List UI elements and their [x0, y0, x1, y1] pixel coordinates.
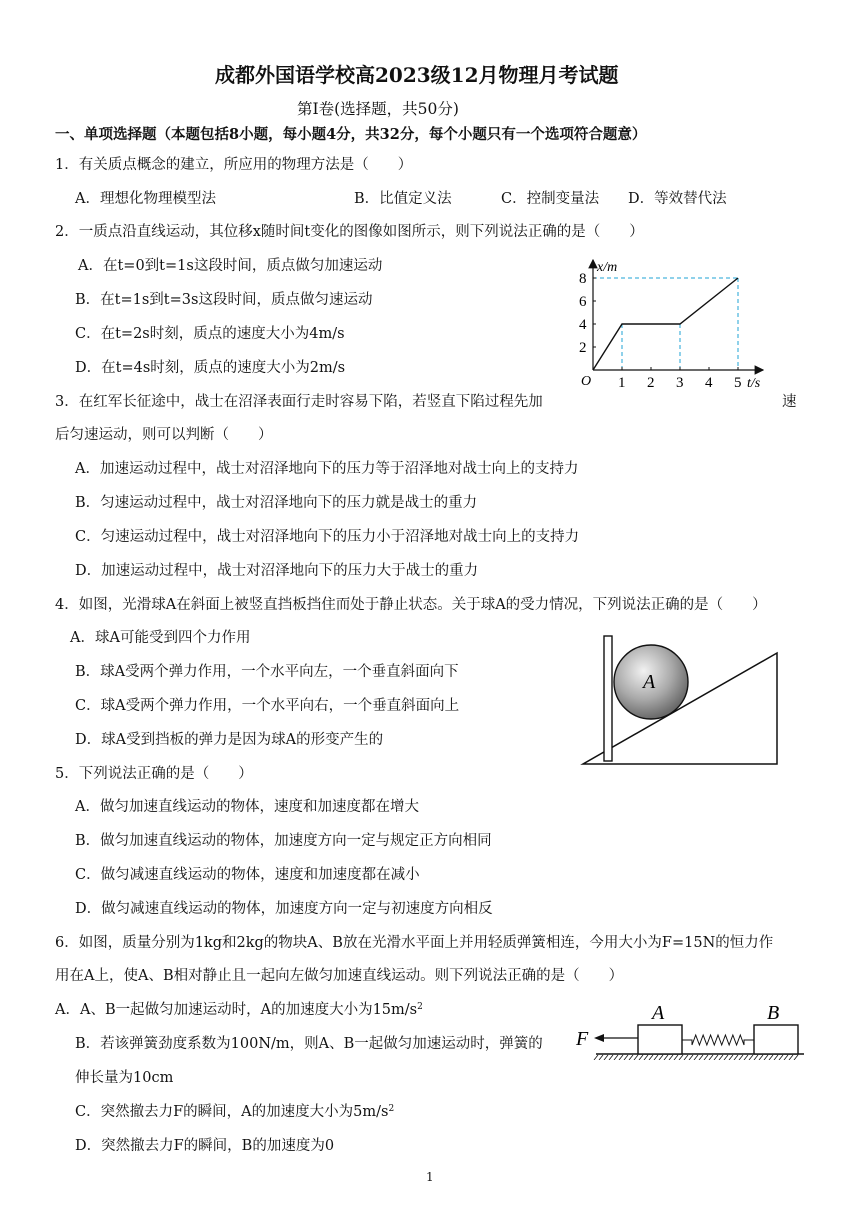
- q6-stem-line2: 用在A上，使A、B相对静止且一起向左做匀加速直线运动。则下列说法正确的是（ ）: [55, 968, 624, 984]
- x-t-graph: [575, 255, 775, 395]
- page-title: 成都外国语学校高2023级12月物理月考试题: [215, 63, 619, 87]
- x-tick-label: 3: [676, 375, 684, 391]
- q3-option-c: C．匀速运动过程中，战士对沼泽地向下的压力小于沼泽地对战士向上的支持力: [75, 529, 580, 545]
- q5-option-c: C．做匀减速直线运动的物体，速度和加速度都在减小: [75, 867, 420, 883]
- x-tick-label: 2: [647, 375, 655, 391]
- force-label: F: [576, 1028, 589, 1050]
- q5-option-a: A．做匀加速直线运动的物体，速度和加速度都在增大: [75, 799, 419, 815]
- q6-option-a: A．A、B一起做匀加速运动时，A的加速度大小为$15m/s^2$: [55, 1002, 423, 1018]
- q2-option-c: C．在t=2s时刻，质点的速度大小为4m/s: [75, 326, 345, 342]
- page-number: 1: [426, 1170, 434, 1184]
- q1-option-b: B．比值定义法: [354, 191, 452, 207]
- q4-option-c: C．球A受两个弹力作用，一个水平向右，一个垂直斜面向上: [75, 698, 460, 714]
- q2-stem: 2．一质点沿直线运动，其位移x随时间t变化的图像如图所示，则下列说法正确的是（ ）: [55, 224, 644, 240]
- ball-on-incline-figure: [578, 630, 784, 768]
- y-tick-label: 4: [579, 317, 587, 333]
- q6-option-b-line1: B．若该弹簧劲度系数为100N/m，则A、B一起做匀加速运动时，弹簧的: [75, 1036, 543, 1052]
- block-b-label: B: [767, 1002, 780, 1024]
- q3-option-a: A．加速运动过程中，战士对沼泽地向下的压力等于沼泽地对战士向上的支持力: [75, 461, 579, 477]
- q3-stem-tail: 速: [782, 394, 797, 410]
- ground-hatching: [594, 1055, 798, 1060]
- q5-option-b: B．做匀加速直线运动的物体，加速度方向一定与规定正方向相同: [75, 833, 492, 849]
- series-line: [593, 278, 738, 370]
- block-b: [754, 1025, 798, 1054]
- q4-option-a: A．球A可能受到四个力作用: [70, 630, 251, 646]
- q1-option-c: C．控制变量法: [501, 191, 600, 207]
- x-tick-label: 4: [705, 375, 713, 391]
- y-tick-label: 8: [579, 271, 587, 287]
- section-subtitle: 第Ⅰ卷(选择题，共50分): [297, 100, 459, 118]
- q2-option-a: A．在t=0到t=1s这段时间，质点做匀加速运动: [78, 258, 383, 274]
- q3-option-d: D．加速运动过程中，战士对沼泽地向下的压力大于战士的重力: [75, 563, 479, 579]
- q3-stem-line2: 后匀速运动，则可以判断（ ）: [55, 427, 273, 443]
- y-axis-label: x/m: [597, 260, 618, 275]
- q2-option-b: B．在t=1s到t=3s这段时间，质点做匀速运动: [75, 292, 373, 308]
- q5-stem: 5．下列说法正确的是（ ）: [55, 766, 253, 782]
- vertical-baffle: [604, 636, 612, 761]
- q6-option-d: D．突然撤去力F的瞬间，B的加速度为0: [75, 1138, 335, 1154]
- section-heading: 一、单项选择题（本题包括8小题，每小题4分，共32分，每个小题只有一个选项符合题意）: [55, 126, 647, 143]
- q4-stem: 4．如图，光滑球A在斜面上被竖直挡板挡住而处于静止状态。关于球A的受力情况，下列说法正确的是（ ）: [55, 597, 767, 613]
- q1-option-a: A．理想化物理模型法: [75, 191, 216, 207]
- y-tick-label: 2: [579, 340, 587, 356]
- spring: [682, 1035, 754, 1045]
- force-arrowhead: [594, 1034, 604, 1042]
- q3-option-b: B．匀速运动过程中，战士对沼泽地向下的压力就是战士的重力: [75, 495, 478, 511]
- y-tick-label: 6: [579, 294, 587, 310]
- x-tick-label: 1: [618, 375, 626, 391]
- q6-stem-line1: 6．如图，质量分别为1kg和2kg的物块A、B放在光滑水平面上并用轻质弹簧相连，今用大小为F=15N的恒力作: [55, 935, 774, 951]
- origin-label: O: [581, 374, 592, 389]
- q1-option-d: D．等效替代法: [628, 191, 727, 207]
- q1-stem: 1．有关质点概念的建立，所应用的物理方法是（ ）: [55, 157, 413, 173]
- q6-option-b-line2: 伸长量为10cm: [75, 1070, 174, 1086]
- q3-stem-line1: 3．在红军长征途中，战士在沼泽表面行走时容易下陷，若竖直下陷过程先加: [55, 394, 543, 410]
- ball-label: A: [643, 671, 656, 693]
- x-tick-label: 5: [734, 375, 742, 391]
- q5-option-d: D．做匀减速直线运动的物体，加速度方向一定与初速度方向相反: [75, 901, 493, 917]
- q2-option-d: D．在t=4s时刻，质点的速度大小为2m/s: [75, 360, 346, 376]
- q6-option-c: C．突然撤去力F的瞬间，A的加速度大小为$5m/s^2$: [75, 1104, 395, 1120]
- block-a-label: A: [652, 1002, 665, 1024]
- x-axis-label: t/s: [747, 376, 761, 391]
- spring-blocks-figure: [568, 998, 808, 1060]
- block-a: [638, 1025, 682, 1054]
- q4-option-d: D．球A受到挡板的弹力是因为球A的形变产生的: [75, 732, 384, 748]
- q4-option-b: B．球A受两个弹力作用，一个水平向左，一个垂直斜面向下: [75, 664, 459, 680]
